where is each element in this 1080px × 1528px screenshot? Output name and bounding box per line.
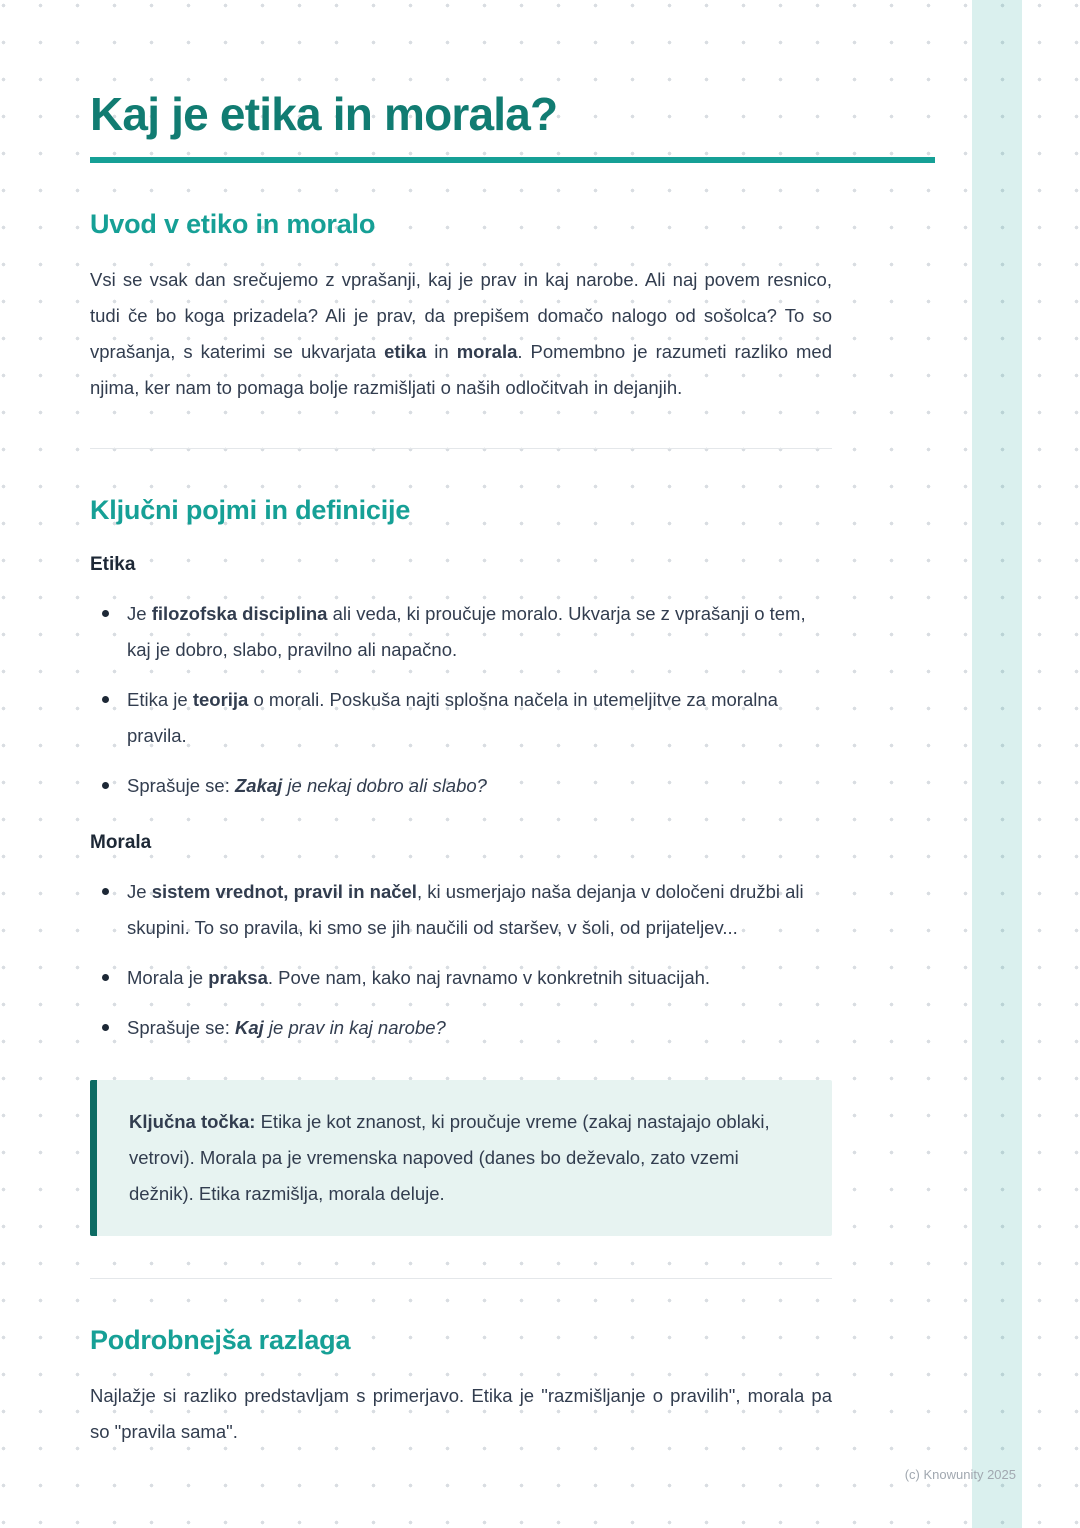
- bullet-icon: [102, 782, 109, 789]
- subheading-etika: Etika: [90, 553, 136, 575]
- bullet-icon: [102, 888, 109, 895]
- title-underline: [90, 157, 935, 163]
- section-divider-1: [90, 448, 832, 449]
- list-item: [90, 874, 832, 946]
- subheading-morala: Morala: [90, 831, 152, 853]
- morala-bullet-list: [90, 874, 832, 1046]
- accent-stripe: [972, 0, 1022, 1528]
- intro-paragraph: Vsi se vsak dan srečujemo z vprašanji, kaj je prav in kaj narobe. Ali naj povem resnico, tudi če bo koga prizadela? Ali je prav, da prepišem domačo nalogo od sošolca? To so vprašanja, s katerimi se ukvarjata etika in morala. Pomembno je razumeti razliko med njima, ker nam to pomaga bolje razmišljati o naših odločitvah in dejanjih.: [90, 268, 833, 398]
- detail-paragraph: Najlažje si razliko predstavljam s primerjavo. Etika je "razmišljanje o pravilih", morala pa so "pravila sama".: [90, 1384, 832, 1442]
- list-item: [90, 596, 832, 668]
- key-point-callout: [90, 1080, 832, 1236]
- bullet-icon: [102, 610, 109, 617]
- page-title: Kaj je etika in morala?: [90, 88, 558, 140]
- list-item: [90, 1010, 832, 1046]
- section-heading-key-concepts: Ključni pojmi in definicije: [90, 494, 411, 525]
- list-item-text: Sprašuje se: Zakaj je nekaj dobro ali slabo?: [127, 774, 487, 796]
- section-heading-detail: Podrobnejša razlaga: [90, 1324, 351, 1355]
- footer-credit: (c) Knowunity 2025: [904, 1467, 1016, 1482]
- section-heading-intro: Uvod v etiko in moralo: [90, 208, 376, 239]
- list-item-text: Je sistem vrednot, pravil in načel, ki usmerjajo naša dejanja v določeni družbi ali skupini. To so pravila, ki smo se jih naučili od staršev, v šoli, od prijateljev...: [127, 880, 804, 938]
- list-item-text: Etika je teorija o morali. Poskuša najti splošna načela in utemeljitve za moralna pravila.: [127, 688, 778, 746]
- etika-bullet-list: [90, 596, 832, 804]
- list-item: [90, 682, 832, 754]
- bullet-icon: [102, 696, 109, 703]
- bullet-icon: [102, 1024, 109, 1031]
- bullet-icon: [102, 974, 109, 981]
- list-item: [90, 960, 832, 996]
- section-divider-2: [90, 1278, 832, 1279]
- callout-text: Ključna točka: Etika je kot znanost, ki proučuje vreme (zakaj nastajajo oblaki, vetrovi). Morala pa je vremenska napoved (danes bo deževalo, zato vzemi dežnik). Etika razmišlja, morala deluje.: [129, 1110, 770, 1204]
- list-item: [90, 768, 832, 804]
- list-item-text: Morala je praksa. Pove nam, kako naj ravnamo v konkretnih situacijah.: [127, 966, 711, 988]
- list-item-text: Je filozofska disciplina ali veda, ki proučuje moralo. Ukvarja se z vprašanji o tem, kaj je dobro, slabo, pravilno ali napačno.: [127, 602, 806, 660]
- list-item-text: Sprašuje se: Kaj je prav in kaj narobe?: [127, 1016, 446, 1038]
